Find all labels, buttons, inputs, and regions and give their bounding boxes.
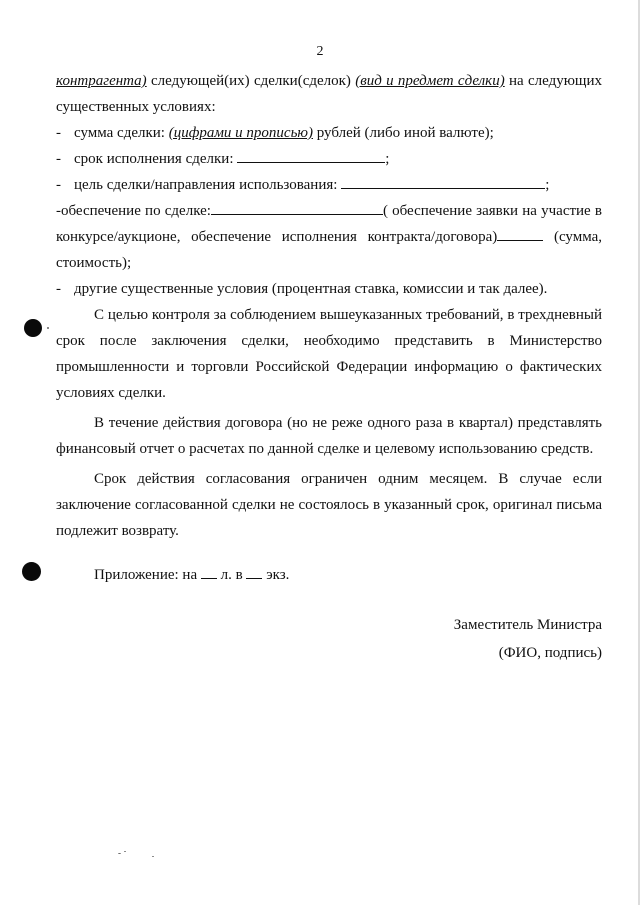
attachment-text-c: экз. [262,567,290,583]
list-dash: - [56,281,61,297]
purpose-blank-line [341,173,545,189]
condition-amount [56,120,602,146]
term-blank-line [237,147,385,163]
signature-block [362,611,602,667]
term-tail: ; [385,151,390,167]
page-number: 2 [316,44,324,59]
security-sum-blank-line [497,227,543,241]
attachment-text-a: Приложение: на [94,567,201,583]
security-text: ( обеспечение заявки на участие в конкурсе/аукционе, обеспечение исполнения контракта/договора) [56,203,602,245]
scan-speck [124,851,126,852]
term-label: срок исполнения сделки: [74,151,238,167]
intro-paragraph [56,68,602,120]
condition-security [56,198,602,276]
report-paragraph: В течение действия договора (но не реже одного раза в квартал) представлять финансовый отчет о расчетах по данной сделке и целевому использованию средств. [56,415,602,457]
condition-other [56,276,602,302]
signatory-title: Заместитель Министра [453,617,602,633]
list-dash: - [56,151,61,167]
intro-text-a: следующей(их) сделки(сделок) [146,73,356,89]
counterparty-hint: контрагента) [56,73,147,89]
security-label: обеспечение по сделке: [61,203,211,219]
scan-speck [118,853,121,854]
attachment-pages-blank [201,565,217,579]
list-dash: - [56,203,61,219]
signatory-name-signature: (ФИО, подпись) [498,645,602,661]
scan-speck [47,327,49,329]
punch-hole-lower [22,562,41,581]
attachment-line [94,562,289,588]
list-dash: - [56,177,61,193]
validity-paragraph: Срок действия согласования ограничен одним месяцем. В случае если заключение согласованной сделки не состоялось в указанный срок, оригинал письма подлежит возврату. [56,471,602,539]
security-blank-line [211,201,383,215]
attachment-copies-blank [246,565,262,579]
scan-speck [152,856,154,857]
amount-label: сумма сделки: [74,125,169,141]
list-dash: - [56,125,61,141]
attachment-text-b: л. в [216,567,247,583]
condition-term [56,146,602,172]
punch-hole-upper [24,319,42,337]
control-paragraph: С целью контроля за соблюдением вышеуказанных требований, в трехдневный срок после заключения сделки, необходимо представить в Министерство промышленности и торговли Российской Федерации информацию о фактических условиях сделки. [56,307,602,401]
purpose-tail: ; [545,177,550,193]
amount-hint: (цифрами и прописью) [168,125,313,141]
security-tail: (сумма, стоимость); [56,229,602,271]
condition-purpose [56,172,602,198]
intro-text-b: на следующих существенных условиях: [56,73,602,115]
letter-body [56,68,602,544]
other-conditions-text: другие существенные условия (процентная ставка, комиссии и так далее). [74,281,548,297]
amount-tail: рублей (либо иной валюте); [313,125,494,141]
deal-type-hint: (вид и предмет сделки) [355,73,505,89]
purpose-label: цель сделки/направления использования: [74,177,342,193]
